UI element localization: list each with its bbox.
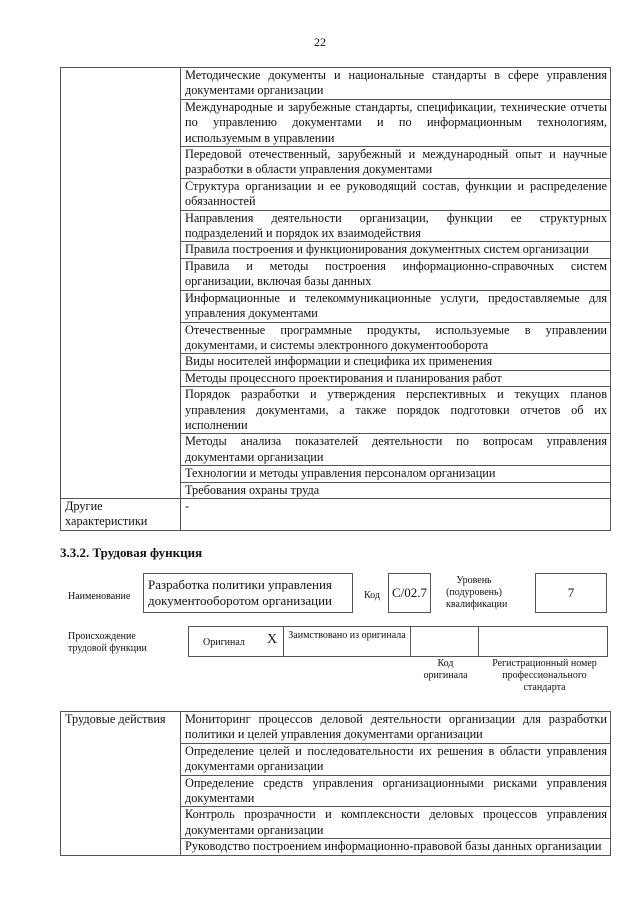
table-row: [61, 498, 611, 530]
knowledge-item: Направления деятельности организации, функции ее структурных подразделений и порядок их взаимодействия: [181, 210, 611, 242]
knowledge-item: Структура организации и ее руководящий состав, функции и распределение обязанностей: [181, 178, 611, 210]
name-label: Наименование: [68, 591, 131, 602]
knowledge-item: Методы процессного проектирования и планирования работ: [181, 370, 611, 386]
action-item: Определение целей и последовательности их решения в области управления документами организации: [181, 743, 611, 775]
page-number: 22: [314, 35, 326, 49]
knowledge-item: Методические документы и национальные стандарты в сфере управления документами организации: [181, 68, 611, 100]
orig-code-cell: [410, 626, 479, 657]
row-label-cell: [61, 68, 181, 499]
function-name: Разработка политики управления документооборотом организации: [148, 577, 333, 608]
table-row: [61, 68, 611, 100]
knowledge-item: Правила и методы построения информационно-справочных систем организации, включая базы данных: [181, 258, 611, 290]
reg-number-cell: [478, 626, 608, 657]
actions-table: [60, 711, 611, 856]
code-value: C/02.7: [391, 585, 428, 600]
other-value: -: [181, 498, 611, 530]
original-mark: X: [267, 632, 278, 647]
level-value: 7: [567, 585, 575, 600]
action-item: Мониторинг процессов деловой деятельности организации для разработки политики и целей управления документами организации: [181, 712, 611, 744]
action-item: Определение средств управления организационными рисками управления документами: [181, 775, 611, 807]
knowledge-item: Правила построения и функционирования документных систем организации: [181, 242, 611, 258]
code-box: [388, 573, 431, 613]
section-title: 3.3.2. Трудовая функция: [60, 545, 203, 560]
knowledge-item: Порядок разработки и утверждения перспективных и текущих планов управления документами, а также порядок подготовки отчетов об их исполнении: [181, 387, 611, 434]
knowledge-item: Технологии и методы управления персоналом организации: [181, 466, 611, 482]
borrowed-cell: [283, 626, 411, 657]
knowledge-item: Международные и зарубежные стандарты, спецификации, технические отчеты по управлению документами и по информационным технологиям, используемым в управлении: [181, 99, 611, 146]
actions-label: Трудовые действия: [61, 712, 181, 856]
borrowed-label: Заимствовано из оригинала: [288, 630, 406, 641]
action-item: Контроль прозрачности и комплексности деловых процессов управления документами организации: [181, 807, 611, 839]
original-label: Оригинал: [203, 637, 245, 648]
knowledge-item: Виды носителей информации и специфика их применения: [181, 354, 611, 370]
knowledge-item: Передовой отечественный, зарубежный и международный опыт и научные разработки в области управления документами: [181, 147, 611, 179]
knowledge-item: Информационные и телекоммуникационные услуги, предоставляемые для управления документами: [181, 290, 611, 322]
reg-number-caption: Регистрационный номер профессионального стандарта: [492, 658, 597, 693]
knowledge-item: Требования охраны труда: [181, 482, 611, 498]
action-item: Руководство построением информационно-правовой базы данных организации: [181, 839, 611, 855]
function-name-box: [143, 573, 353, 613]
code-label: Код: [364, 590, 380, 601]
knowledge-item: Отечественные программные продукты, используемые в управлении документами, и системы электронного документооборота: [181, 322, 611, 354]
knowledge-item: Методы анализа показателей деятельности по вопросам управления документами организации: [181, 434, 611, 466]
level-box: [535, 573, 607, 613]
orig-code-caption: Код оригинала: [423, 658, 468, 681]
knowledge-table: [60, 67, 611, 531]
table-row: [61, 712, 611, 744]
origin-label: Происхождение трудовой функции: [68, 631, 147, 654]
original-cell: [188, 626, 284, 657]
other-label: Другие характеристики: [61, 498, 181, 530]
level-label: Уровень (подуровень) квалификации: [446, 575, 508, 610]
